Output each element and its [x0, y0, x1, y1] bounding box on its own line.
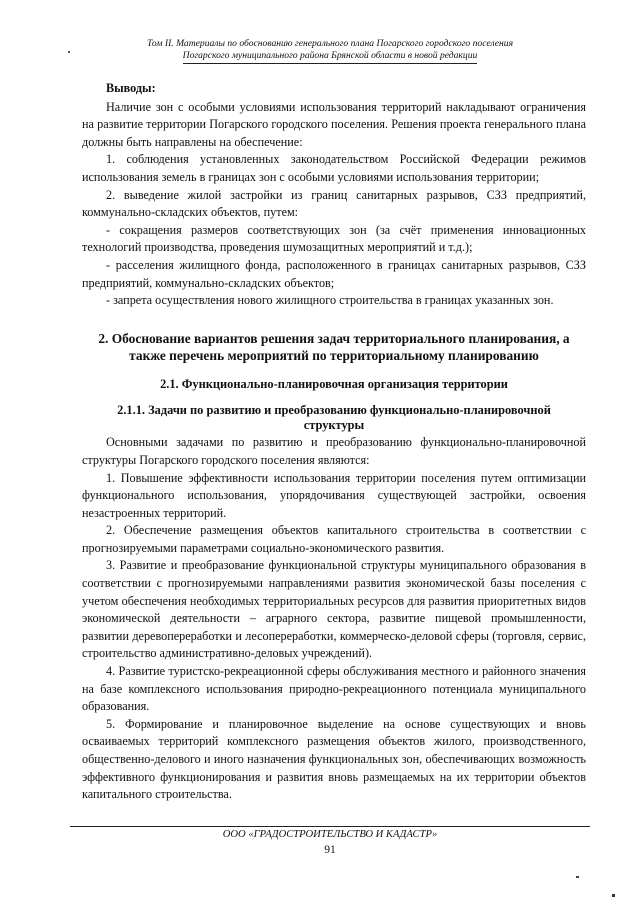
- scan-speck: [576, 876, 579, 878]
- conclusions-paragraph: - расселения жилищного фонда, расположенного в границах санитарных разрывов, СЗЗ предприятий, коммунально-складских объектов;: [82, 257, 586, 290]
- scan-speck: [612, 894, 615, 897]
- footer-divider: [70, 826, 590, 827]
- page-header: [70, 38, 590, 64]
- section-paragraph: Основными задачами по развитию и преобразованию функционально-планировочной структуры Погарского городского поселения являются:: [82, 435, 586, 467]
- conclusions-heading: Выводы:: [106, 81, 156, 95]
- page-number: 91: [324, 843, 336, 856]
- section-paragraph: 2. Обеспечение размещения объектов капитального строительства в соответствии с прогнозируемыми параметрами социально-экономического развития.: [82, 523, 586, 555]
- conclusions-paragraph: 2. выведение жилой застройки из границ санитарных разрывов, СЗЗ предприятий, коммунально-складских объектов, путем:: [82, 187, 586, 220]
- section-paragraph: 5. Формирование и планировочное выделение на основе существующих и вновь осваиваемых территорий комплексного размещения объектов жилого, производственного, общественно-делового и иного назначения функциональных зон, обеспечивающих возможность эффективного функционирования и развития вновь размещаемых на их территории объектов капитального строительства.: [82, 716, 586, 802]
- conclusions-paragraph: Наличие зон с особыми условиями использования территорий накладывают ограничения на развитие территории Погарского городского поселения. Решения проекта генерального плана должны быть направлены на обеспечение:: [82, 99, 586, 149]
- section-2-heading: 2. Обоснование вариантов решения задач территориального планирования, а также перечень мероприятий по территориальному планированию: [98, 330, 570, 363]
- conclusions-paragraph: 1. соблюдения установленных законодательством Российской Федерации режимов использования земель в границах зон с особыми условиями использования территории;: [82, 152, 586, 184]
- footer-organization: ООО «ГРАДОСТРОИТЕЛЬСТВО И КАДАСТР»: [222, 829, 438, 840]
- section-paragraph: 4. Развитие туристско-рекреационной сферы обслуживания местного и районного значения на базе комплексного использования природно-рекреационного потенциала муниципального образования.: [82, 664, 586, 714]
- section-2-1-heading: 2.1. Функционально-планировочная организация территории: [160, 376, 508, 391]
- conclusions-paragraph: - сокращения размеров соответствующих зон (за счёт применения инновационных технологий производства, проведения шумозащитных мероприятий и т.д.);: [82, 222, 586, 255]
- section-paragraph: 1. Повышение эффективности использования территории поселения путем оптимизации функционального использования, упорядочивания существующей застройки, освоения незастроенных территорий.: [82, 470, 586, 520]
- section-2-1-1-heading: 2.1.1. Задачи по развитию и преобразованию функционально-планировочной структуры: [117, 403, 551, 433]
- header-line-2: Погарского муниципального района Брянской области в новой редакции: [183, 50, 478, 64]
- header-line-1: Том II. Материалы по обоснованию генерального плана Погарского городского поселения: [146, 38, 514, 49]
- section-paragraph: 3. Развитие и преобразование функциональной структуры муниципального образования в соответствии с прогнозируемыми направлениями развития экономической базы поселения с учетом обеспечения необходимых территориальных ресурсов для развития приоритетных видов экономической деятельности – аграрного сектора, развитие пищевой промышленности, развитии деревопереработки и лесопереработки, коммерческо-деловой сферы (торговля, сервис, строительство административно-деловых учреждений).: [82, 558, 586, 661]
- page-content: [82, 80, 586, 804]
- conclusions-paragraph: - запрета осуществления нового жилищного строительства в границах указанных зон.: [106, 293, 554, 308]
